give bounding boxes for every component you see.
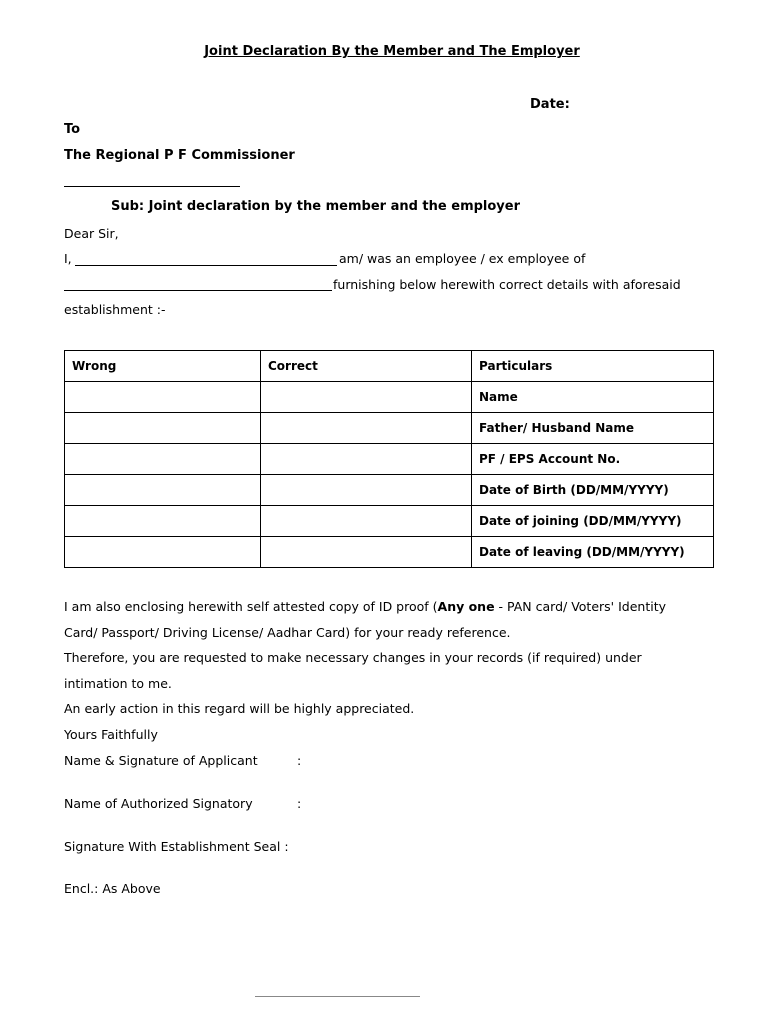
table-row [65,537,714,568]
table-row [65,475,714,506]
recipient: The Regional P F Commissioner [64,148,295,163]
wrong-cell[interactable] [65,506,261,537]
closing: Yours Faithfully [64,727,158,742]
applicant-colon: : [297,753,302,768]
applicant-signature-label: Name & Signature of Applicant [64,753,258,768]
correct-cell[interactable] [261,506,472,537]
wrong-cell[interactable] [65,413,261,444]
particular-cell: PF / EPS Account No. [472,444,714,475]
wrong-cell[interactable] [65,475,261,506]
body-line-5: An early action in this regard will be highly appreciated. [64,701,415,716]
authorized-signatory-label: Name of Authorized Signatory [64,796,253,811]
wrong-cell[interactable] [65,382,261,413]
body-line-1a: I am also enclosing herewith self attested copy of ID proof ( [64,599,438,614]
particular-cell: Name [472,382,714,413]
header-wrong: Wrong [65,351,261,382]
salutation: Dear Sir, [64,226,119,241]
para1-line2: furnishing below herewith correct details with aforesaid [333,277,681,292]
particular-cell: Date of joining (DD/MM/YYYY) [472,506,714,537]
subject: Sub: Joint declaration by the member and the employer [111,199,521,214]
enclosure: Encl.: As Above [64,881,161,896]
particular-cell: Date of leaving (DD/MM/YYYY) [472,537,714,568]
page-title: Joint Declaration By the Member and The Employer [204,44,580,59]
member-name-blank [75,265,337,266]
table-row [65,444,714,475]
particular-cell: Date of Birth (DD/MM/YYYY) [472,475,714,506]
body-line-2: Card/ Passport/ Driving License/ Aadhar Card) for your ready reference. [64,625,511,640]
body-line-1 [64,599,666,614]
header-particulars: Particulars [472,351,714,382]
table-row [65,413,714,444]
correct-cell[interactable] [261,444,472,475]
body-line-3: Therefore, you are requested to make necessary changes in your records (if required) under [64,650,642,665]
table-row [65,382,714,413]
correct-cell[interactable] [261,413,472,444]
footer-line [255,996,420,997]
header-correct: Correct [261,351,472,382]
wrong-cell[interactable] [65,444,261,475]
to-label: To [64,122,81,137]
correct-cell[interactable] [261,382,472,413]
wrong-cell[interactable] [65,537,261,568]
body-line-1-bold: Any one [437,599,495,614]
establishment-blank [64,290,332,291]
address-blank-line [64,186,240,187]
para1-suffix: am/ was an employee / ex employee of [339,251,586,266]
para1-prefix: I, [64,251,72,266]
correct-cell[interactable] [261,475,472,506]
para1-line3: establishment :- [64,302,166,317]
table-header-row [65,351,714,382]
body-line-4: intimation to me. [64,676,172,691]
details-table [64,350,714,568]
seal-label: Signature With Establishment Seal : [64,839,289,854]
date-label: Date: [530,97,570,112]
body-line-1b: - PAN card/ Voters' Identity [494,599,666,614]
correct-cell[interactable] [261,537,472,568]
table-row [65,506,714,537]
particular-cell: Father/ Husband Name [472,413,714,444]
authorized-colon: : [297,796,302,811]
